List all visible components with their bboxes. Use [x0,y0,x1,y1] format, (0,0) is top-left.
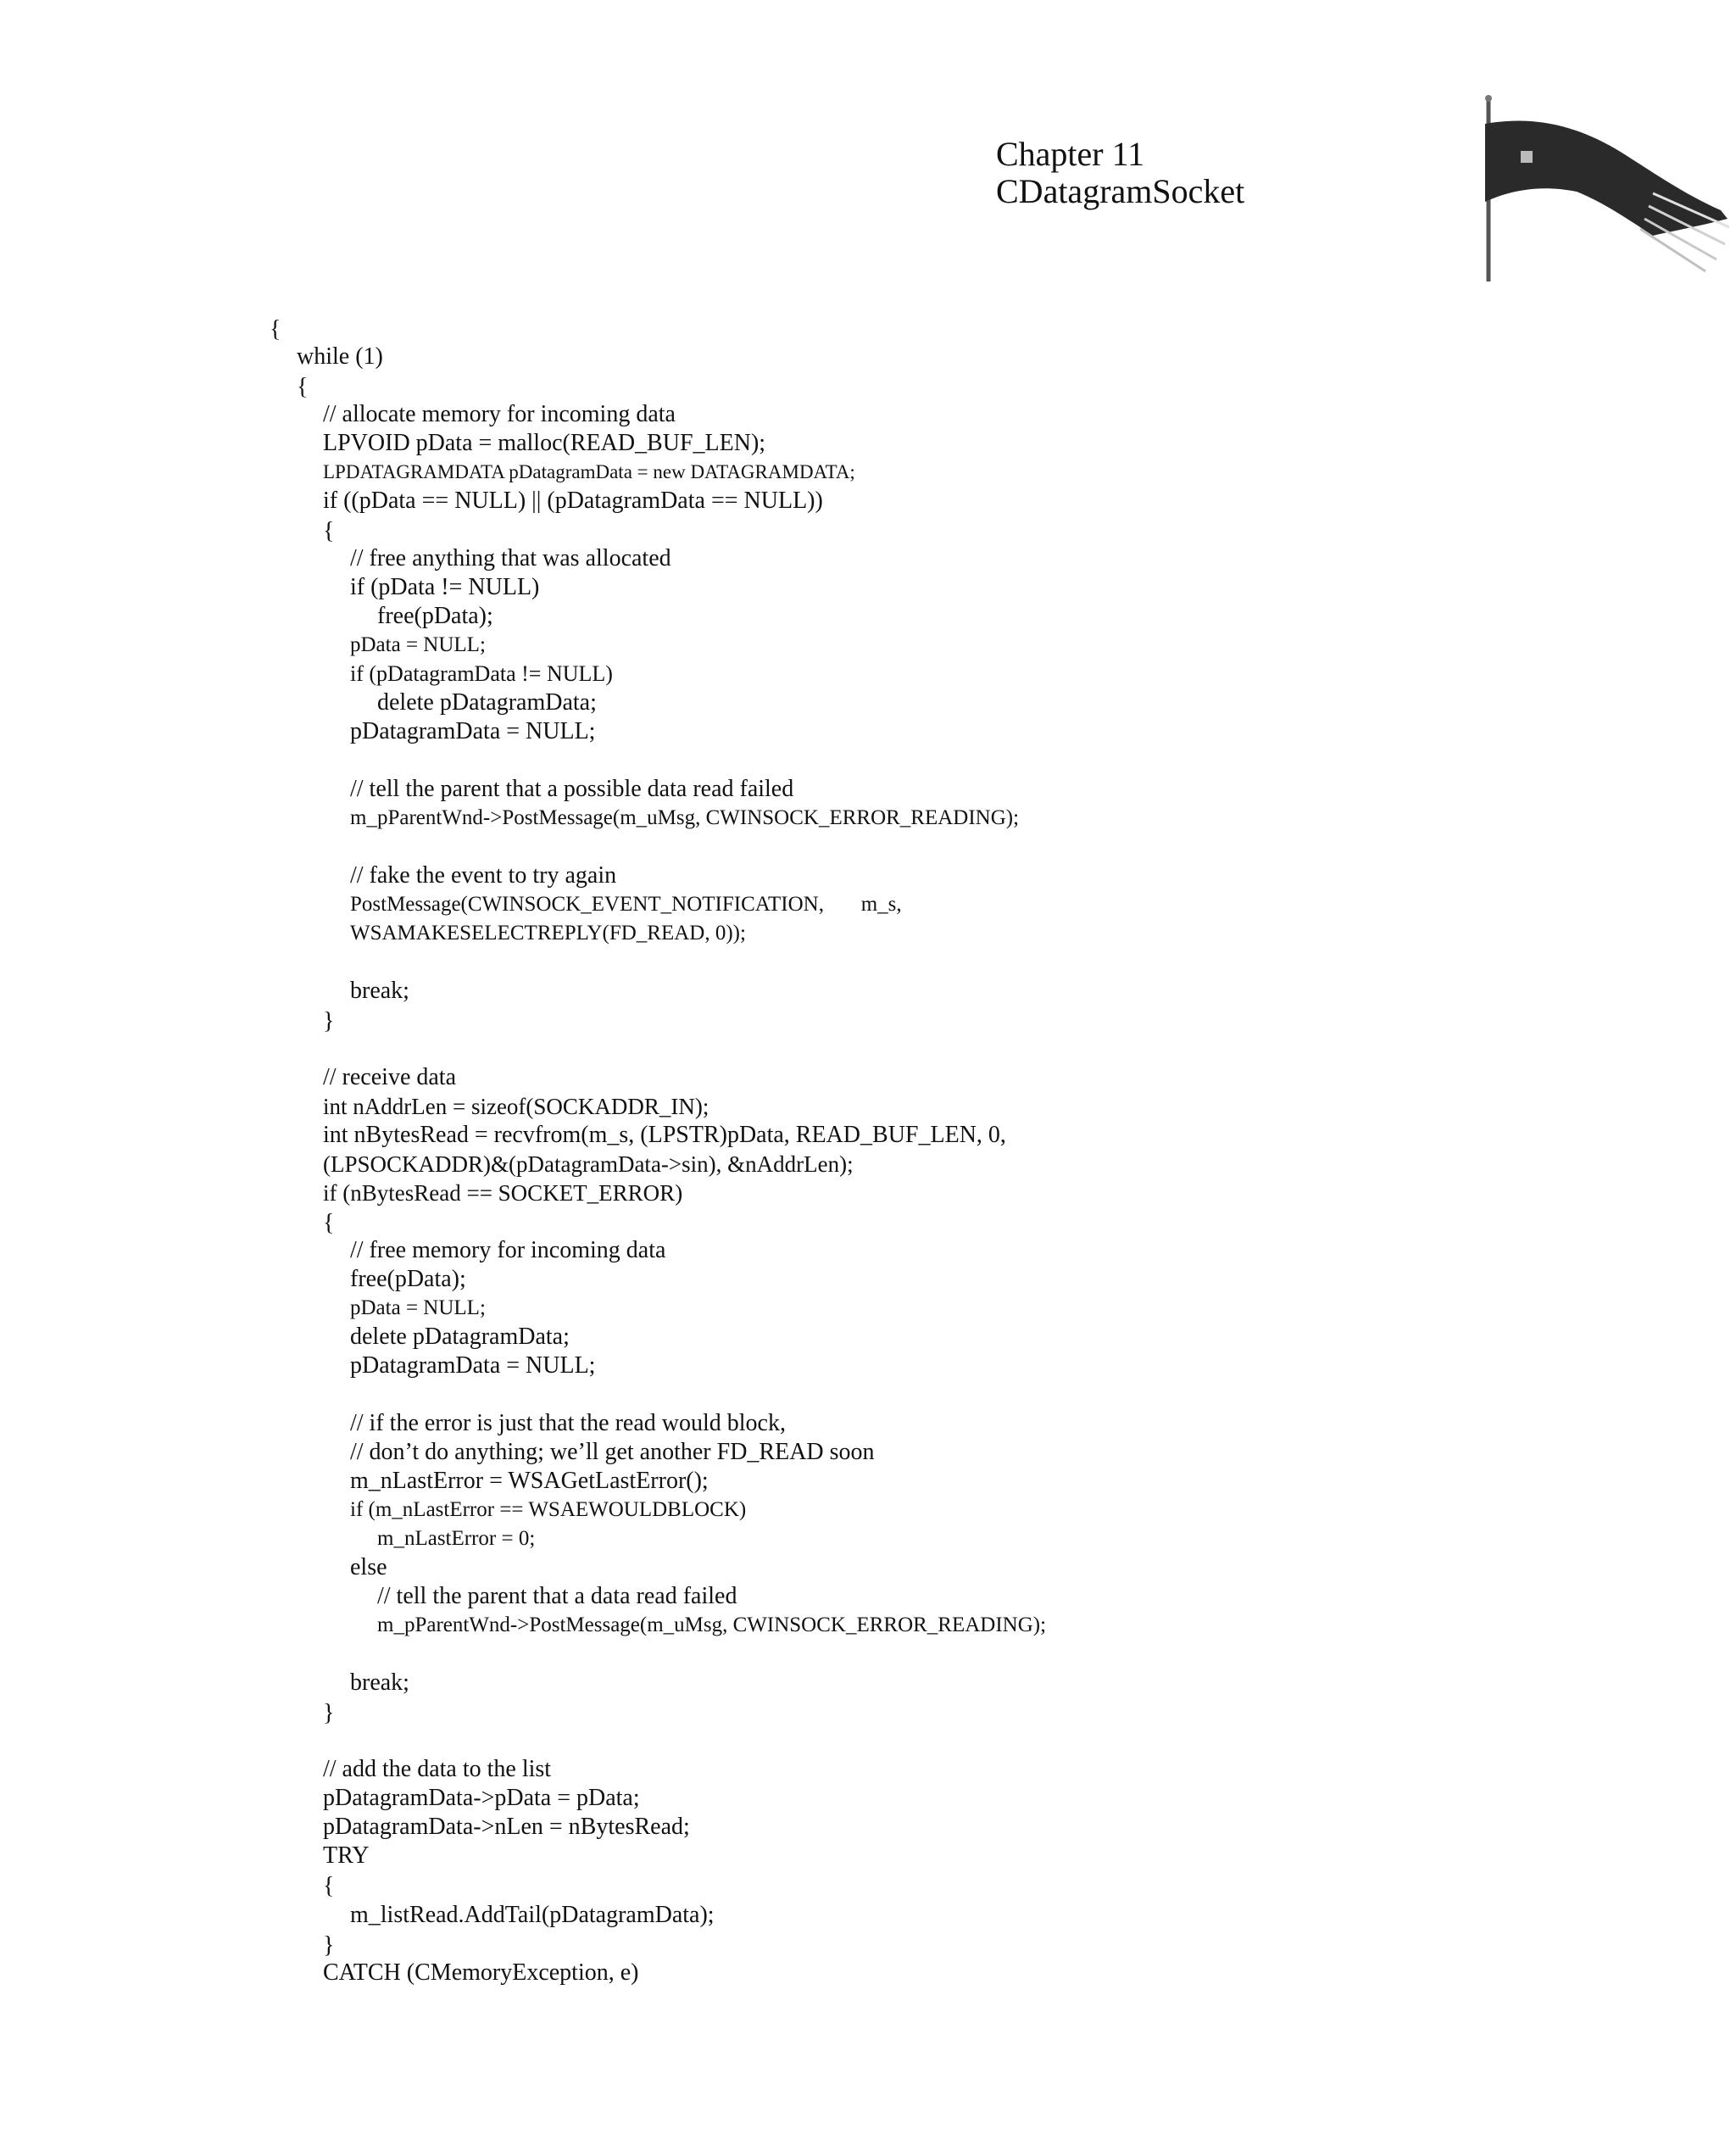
code-line: (LPSOCKADDR)&(pDatagramData->sin), &nAddrLen); [323,1151,854,1177]
code-line: pDatagramData = NULL; [350,718,596,744]
code-line: m_pParentWnd->PostMessage(m_uMsg, CWINSOCK_ERROR_READING); [377,1613,1047,1636]
code-line: if ((pData == NULL) || (pDatagramData == NULL)) [323,488,823,514]
code-line: // tell the parent that a data read failed [377,1583,737,1609]
code-line: int nBytesRead = recvfrom(m_s, (LPSTR)pData, READ_BUF_LEN, 0, [323,1122,1006,1148]
code-line: // fake the event to try again [350,862,617,889]
code-line: int nAddrLen = sizeof(SOCKADDR_IN); [323,1094,709,1119]
code-line: else [350,1554,387,1580]
code-line: } [323,1932,335,1959]
code-line: WSAMAKESELECTREPLY(FD_READ, 0)); [350,922,746,945]
chapter-number: Chapter 11 [996,135,1145,173]
code-line: delete pDatagramData; [377,689,597,716]
code-line: { [323,1210,335,1236]
code-line: m_listRead.AddTail(pDatagramData); [350,1902,715,1928]
code-line: TRY [323,1842,370,1869]
code-line: pData = NULL; [350,1296,486,1319]
code-line: { [297,374,309,400]
chapter-title: CDatagramSocket [996,172,1245,210]
code-line: // add the data to the list [323,1756,552,1782]
code-line: free(pData); [350,1266,466,1292]
code-line: // if the error is just that the read would block, [350,1410,786,1436]
code-line: pDatagramData = NULL; [350,1352,596,1379]
code-line: { [323,1873,335,1899]
code-line: } [323,1700,335,1726]
code-line: if (pData != NULL) [350,574,540,600]
code-line: // don’t do anything; we’ll get another FD_READ soon [350,1439,875,1465]
code-line: { [270,316,281,343]
code-line: m_pParentWnd->PostMessage(m_uMsg, CWINSOCK_ERROR_READING); [350,806,1020,829]
code-line: // free memory for incoming data [350,1237,666,1263]
code-line: free(pData); [377,603,493,629]
code-line: // receive data [323,1064,457,1090]
code-line: // free anything that was allocated [350,545,671,571]
code-line: break; [350,1669,409,1696]
code-line: } [323,1008,335,1034]
code-line: LPDATAGRAMDATA pDatagramData = new DATAGRAMDATA; [323,461,855,482]
code-line: // tell the parent that a possible data read failed [350,776,794,802]
code-line: m_nLastError = 0; [377,1527,536,1550]
code-line: if (pDatagramData != NULL) [350,661,613,686]
code-line: pDatagramData->nLen = nBytesRead; [323,1814,690,1840]
code-line: if (nBytesRead == SOCKET_ERROR) [323,1180,683,1206]
code-line: PostMessage(CWINSOCK_EVENT_NOTIFICATION, m_s, [350,893,902,916]
code-line: while (1) [297,343,383,370]
code-line: { [323,518,335,544]
code-line: if (m_nLastError == WSAEWOULDBLOCK) [350,1498,747,1521]
code-line: break; [350,978,409,1004]
code-line: delete pDatagramData; [350,1324,570,1350]
code-line: m_nLastError = WSAGetLastError(); [350,1468,709,1494]
code-line: // allocate memory for incoming data [323,401,676,427]
code-line: CATCH (CMemoryException, e) [323,1959,639,1986]
code-line: LPVOID pData = malloc(READ_BUF_LEN); [323,430,766,456]
code-line: pDatagramData->pData = pData; [323,1785,640,1811]
code-line: pData = NULL; [350,633,486,656]
